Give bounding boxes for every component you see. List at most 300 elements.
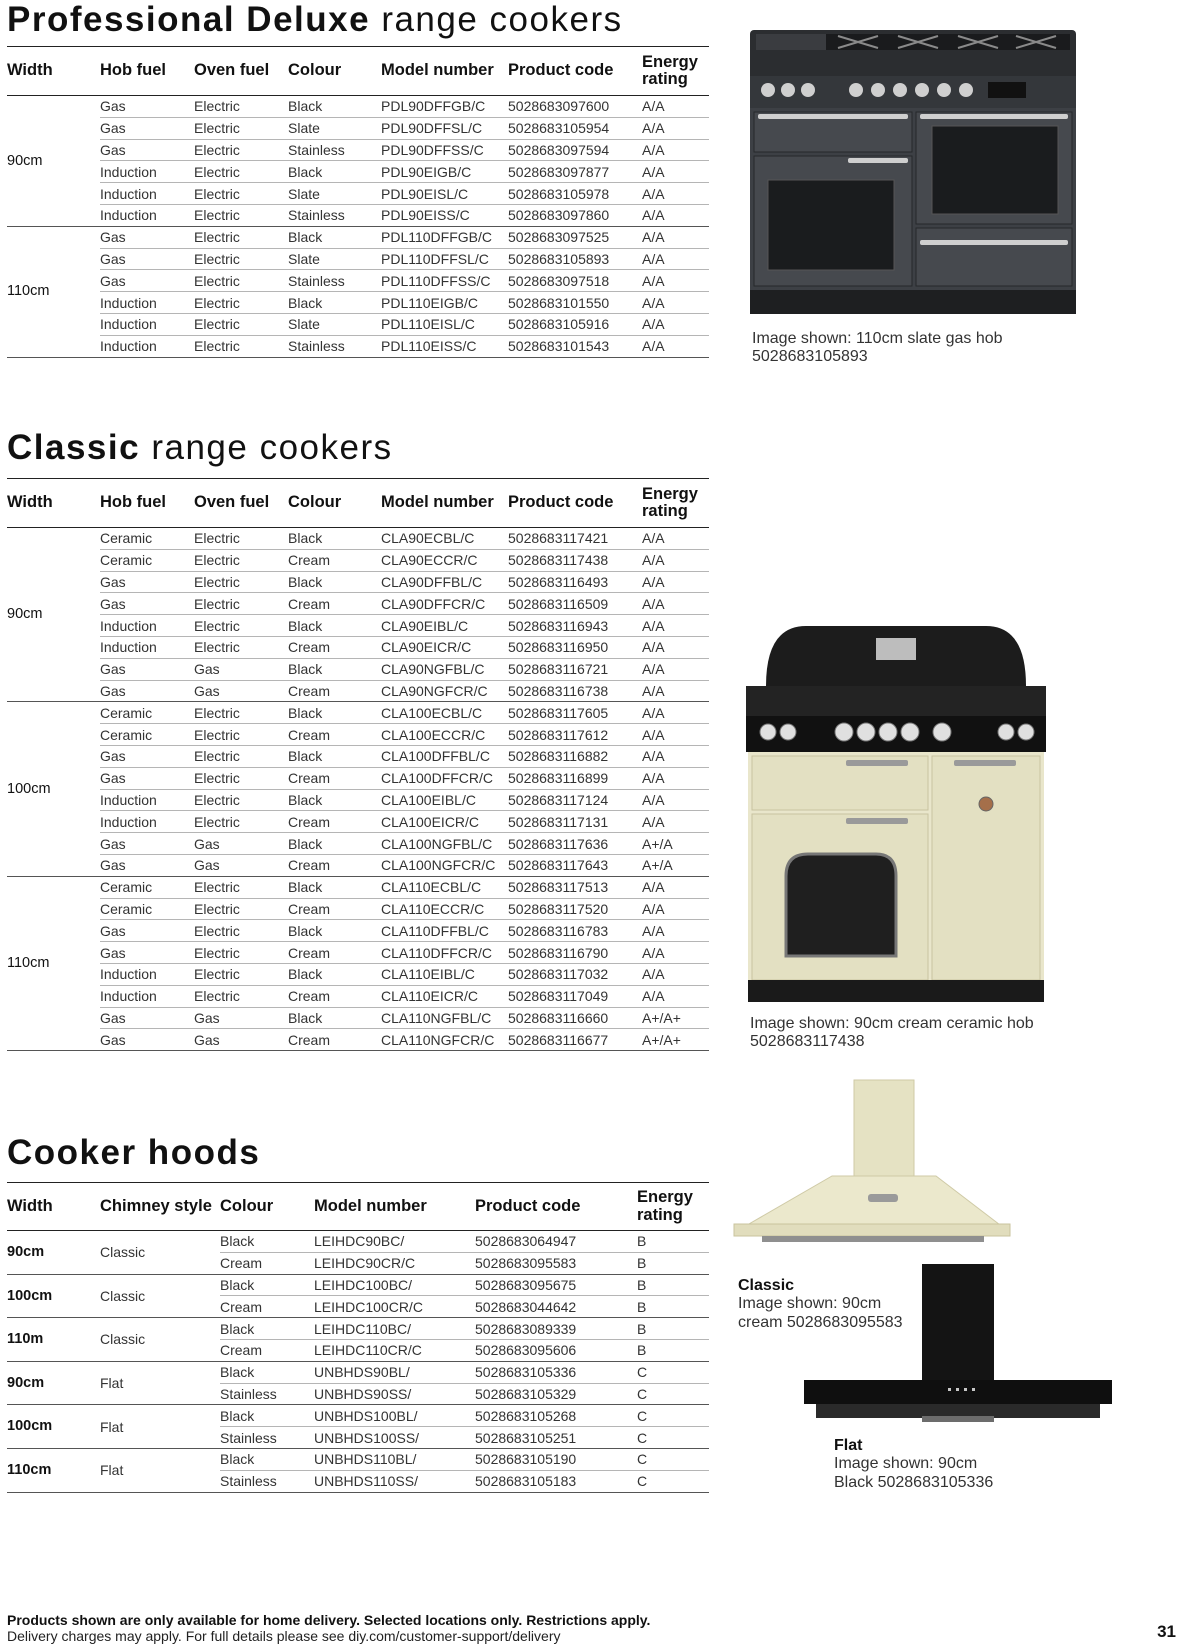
table-cell: 5028683117605 (508, 702, 642, 724)
table-row (7, 183, 709, 205)
table-cell: 5028683105893 (508, 248, 642, 270)
table-cell: 5028683097525 (508, 226, 642, 248)
table-cell: 5028683064947 (475, 1231, 637, 1253)
table-cell: Electric (194, 724, 288, 746)
table-cell: Electric (194, 161, 288, 183)
table-row (7, 1007, 709, 1029)
table-cell: UNBHDS100SS/ (314, 1427, 475, 1449)
table-cell: UNBHDS100BL/ (314, 1405, 475, 1427)
table-cell: Cream (288, 593, 381, 615)
caption-line: Image shown: 110cm slate gas hob (752, 330, 1003, 347)
table-cell: 5028683105251 (475, 1427, 637, 1449)
table-cell: 5028683116783 (508, 920, 642, 942)
table-row (7, 854, 709, 876)
table-cell: Cream (288, 898, 381, 920)
caption-classic (750, 1015, 1034, 1052)
table-cell: 5028683097594 (508, 139, 642, 161)
table-cell: CLA90ECBL/C (381, 528, 508, 550)
table-cell: 5028683101550 (508, 292, 642, 314)
table-cell: CLA100ECCR/C (381, 724, 508, 746)
table-cell: C (637, 1405, 709, 1427)
table-row (7, 248, 709, 270)
title-light: range cookers (381, 0, 623, 39)
column-header: Product code (508, 479, 642, 528)
table-cell: 5028683095583 (475, 1252, 637, 1274)
table-cell: CLA100DFFCR/C (381, 767, 508, 789)
table-cell: Gas (100, 139, 194, 161)
table-cell: PDL90DFFSS/C (381, 139, 508, 161)
table-cell: Electric (194, 549, 288, 571)
table-cell: CLA100EICR/C (381, 811, 508, 833)
table-cell: LEIHDC100CR/C (314, 1296, 475, 1318)
table-row (7, 767, 709, 789)
table-cell: Induction (100, 615, 194, 637)
table-cell: PDL90DFFGB/C (381, 96, 508, 118)
table-cell: Cream (288, 985, 381, 1007)
table-cell: Black (288, 876, 381, 898)
table-cell: A/A (642, 615, 709, 637)
table-cell: 5028683044642 (475, 1296, 637, 1318)
table-cell: CLA110DFFBL/C (381, 920, 508, 942)
table-cell: 5028683116660 (508, 1007, 642, 1029)
width-cell: 90cm (7, 528, 100, 702)
table-cell: Slate (288, 117, 381, 139)
table-cell: LEIHDC90CR/C (314, 1252, 475, 1274)
table-cell: Black (288, 96, 381, 118)
table-cell: Gas (100, 1029, 194, 1051)
column-header: Oven fuel (194, 479, 288, 528)
table-cell: Black (220, 1448, 314, 1470)
caption-line: 5028683117438 (750, 1033, 865, 1051)
table-cell: A/A (642, 313, 709, 335)
table-cell: PDL90DFFSL/C (381, 117, 508, 139)
table-cell: Ceramic (100, 724, 194, 746)
table-row (7, 1405, 709, 1427)
table-cell: Induction (100, 963, 194, 985)
chimney-style-cell: Classic (100, 1231, 220, 1275)
table-row (7, 1029, 709, 1051)
table-cell: A/A (642, 248, 709, 270)
table-cell: B (637, 1339, 709, 1361)
table-cell: Induction (100, 204, 194, 226)
table-cell: UNBHDS90SS/ (314, 1383, 475, 1405)
caption-line: cream 5028683095583 (738, 1313, 903, 1331)
table-cell: 5028683116790 (508, 942, 642, 964)
table-cell: 5028683116677 (508, 1029, 642, 1051)
table-cell: A/A (642, 139, 709, 161)
table-cell: A/A (642, 636, 709, 658)
table-row (7, 161, 709, 183)
table-cell: CLA110EIBL/C (381, 963, 508, 985)
table-cell: A/A (642, 270, 709, 292)
table-cell: PDL110DFFGB/C (381, 226, 508, 248)
table-cell: Electric (194, 593, 288, 615)
table-cell: Cream (220, 1296, 314, 1318)
table-cell: Electric (194, 789, 288, 811)
table-cell: Cream (288, 680, 381, 702)
table-cell: Black (288, 1007, 381, 1029)
table-cell: Black (288, 702, 381, 724)
table-cell: B (637, 1274, 709, 1296)
table-cell: Black (288, 833, 381, 855)
table-cell: PDL110EIGB/C (381, 292, 508, 314)
width-cell: 100cm (7, 702, 100, 876)
table-cell: 5028683105268 (475, 1405, 637, 1427)
table-cell: 5028683105954 (508, 117, 642, 139)
table-cell: Black (288, 658, 381, 680)
table-cell: Ceramic (100, 702, 194, 724)
table-cell: 5028683117520 (508, 898, 642, 920)
table-cell: A/A (642, 96, 709, 118)
column-header: Energy rating (637, 1183, 709, 1231)
table-row (7, 833, 709, 855)
table-cell: CLA90EIBL/C (381, 615, 508, 637)
table-cell: Electric (194, 226, 288, 248)
table-cell: Black (288, 920, 381, 942)
table-cell: Electric (194, 615, 288, 637)
table-cell: A/A (642, 335, 709, 357)
table-cell: A/A (642, 767, 709, 789)
table-cell: A/A (642, 963, 709, 985)
table-cell: Gas (194, 1007, 288, 1029)
table-cell: Electric (194, 571, 288, 593)
table-cell: A/A (642, 549, 709, 571)
table-cell: UNBHDS90BL/ (314, 1361, 475, 1383)
table-cell: Electric (194, 292, 288, 314)
table-cell: Gas (194, 1029, 288, 1051)
table-cell: 5028683101543 (508, 335, 642, 357)
width-cell: 90cm (7, 1361, 100, 1405)
table-row (7, 292, 709, 314)
table-cell: PDL110DFFSL/C (381, 248, 508, 270)
width-cell: 110cm (7, 1448, 100, 1492)
table-cell: Induction (100, 636, 194, 658)
table-cell: Black (288, 963, 381, 985)
range-cooker-slate-image (748, 28, 1078, 316)
table-cell: 5028683105336 (475, 1361, 637, 1383)
chimney-style-cell: Flat (100, 1405, 220, 1449)
table-cell: CLA100EIBL/C (381, 789, 508, 811)
table-cell: Electric (194, 636, 288, 658)
table-cell: C (637, 1383, 709, 1405)
caption-professional-deluxe (752, 330, 1003, 367)
width-cell: 100cm (7, 1405, 100, 1449)
section-title-professional-deluxe (7, 2, 623, 37)
table-cell: 5028683117636 (508, 833, 642, 855)
table-cell: Gas (100, 96, 194, 118)
column-header: Colour (288, 47, 381, 96)
table-cell: Gas (100, 745, 194, 767)
table-cell: Induction (100, 789, 194, 811)
table-cell: PDL90EISL/C (381, 183, 508, 205)
table-cell: 5028683117124 (508, 789, 642, 811)
table-cell: Gas (194, 680, 288, 702)
table-cell: Electric (194, 942, 288, 964)
table-cell: Black (288, 615, 381, 637)
table-cell: Ceramic (100, 876, 194, 898)
table-cell: Black (288, 226, 381, 248)
table-cell: 5028683116509 (508, 593, 642, 615)
table-cell: Stainless (220, 1427, 314, 1449)
table-cell: Gas (100, 942, 194, 964)
table-cell: Cream (288, 767, 381, 789)
table-cell: 5028683116721 (508, 658, 642, 680)
table-cell: Gas (100, 920, 194, 942)
table-row (7, 1448, 709, 1470)
table-cell: A/A (642, 292, 709, 314)
table-cell: LEIHDC110CR/C (314, 1339, 475, 1361)
table-cell: Induction (100, 161, 194, 183)
table-cell: 5028683117032 (508, 963, 642, 985)
title-light: range cookers (151, 428, 393, 467)
table-cell: B (637, 1252, 709, 1274)
table-cell: Cream (288, 549, 381, 571)
table-cell: Gas (100, 571, 194, 593)
table-cell: Black (220, 1231, 314, 1253)
table-row (7, 898, 709, 920)
caption-line: Image shown: 90cm cream ceramic hob (750, 1015, 1034, 1032)
table-cell: 5028683117643 (508, 854, 642, 876)
table-row (7, 724, 709, 746)
table-cell: A/A (642, 204, 709, 226)
table-cell: A/A (642, 811, 709, 833)
width-cell: 100cm (7, 1274, 100, 1318)
table-cell: Ceramic (100, 549, 194, 571)
width-cell: 110cm (7, 876, 100, 1050)
range-cooker-cream-image (746, 626, 1046, 1002)
table-cell: Black (288, 292, 381, 314)
table-row (7, 96, 709, 118)
table-cell: Induction (100, 811, 194, 833)
column-header: Energy rating (642, 479, 709, 528)
table-cell: Gas (100, 226, 194, 248)
classic-table (7, 478, 709, 1051)
table-cell: LEIHDC110BC/ (314, 1318, 475, 1340)
table-cell: Electric (194, 117, 288, 139)
table-cell: Black (288, 571, 381, 593)
table-cell: 5028683105978 (508, 183, 642, 205)
table-cell: Black (288, 161, 381, 183)
table-cell: CLA110NGFBL/C (381, 1007, 508, 1029)
table-cell: LEIHDC100BC/ (314, 1274, 475, 1296)
table-cell: 5028683095606 (475, 1339, 637, 1361)
table-cell: A+/A+ (642, 1007, 709, 1029)
table-row (7, 680, 709, 702)
table-cell: CLA100ECBL/C (381, 702, 508, 724)
table-cell: Induction (100, 335, 194, 357)
column-header: Colour (220, 1183, 314, 1231)
table-cell: Electric (194, 811, 288, 833)
table-cell: Stainless (220, 1470, 314, 1492)
table-cell: Electric (194, 745, 288, 767)
table-cell: C (637, 1448, 709, 1470)
table-cell: A/A (642, 528, 709, 550)
table-row (7, 571, 709, 593)
table-cell: A/A (642, 658, 709, 680)
table-cell: PDL110EISS/C (381, 335, 508, 357)
table-cell: Gas (100, 680, 194, 702)
table-cell: Black (288, 528, 381, 550)
table-cell: Induction (100, 183, 194, 205)
caption-hood-flat (834, 1437, 993, 1492)
page-number: 31 (1157, 1622, 1176, 1641)
table-cell: A/A (642, 985, 709, 1007)
table-cell: PDL110DFFSS/C (381, 270, 508, 292)
table-row (7, 658, 709, 680)
table-cell: CLA90EICR/C (381, 636, 508, 658)
table-cell: Stainless (220, 1383, 314, 1405)
table-cell: Electric (194, 335, 288, 357)
column-header: Model number (381, 479, 508, 528)
table-cell: Electric (194, 528, 288, 550)
table-row (7, 745, 709, 767)
table-cell: Electric (194, 898, 288, 920)
table-cell: Slate (288, 248, 381, 270)
table-cell: A/A (642, 226, 709, 248)
table-cell: B (637, 1231, 709, 1253)
table-row (7, 139, 709, 161)
table-row (7, 1231, 709, 1253)
table-cell: Electric (194, 204, 288, 226)
table-row (7, 920, 709, 942)
table-cell: A/A (642, 702, 709, 724)
table-cell: Induction (100, 292, 194, 314)
table-cell: 5028683117421 (508, 528, 642, 550)
table-cell: A/A (642, 898, 709, 920)
table-cell: Cream (288, 1029, 381, 1051)
table-row (7, 593, 709, 615)
table-cell: Gas (100, 1007, 194, 1029)
table-cell: A/A (642, 745, 709, 767)
table-cell: 5028683117131 (508, 811, 642, 833)
cooker-hoods-table (7, 1182, 709, 1493)
table-cell: Electric (194, 96, 288, 118)
table-cell: Black (220, 1318, 314, 1340)
table-row (7, 636, 709, 658)
table-header-row (7, 479, 709, 528)
table-cell: LEIHDC90BC/ (314, 1231, 475, 1253)
table-cell: 5028683116493 (508, 571, 642, 593)
table-cell: 5028683117049 (508, 985, 642, 1007)
table-cell: Electric (194, 876, 288, 898)
table-cell: A/A (642, 942, 709, 964)
table-cell: 5028683116950 (508, 636, 642, 658)
table-cell: 5028683105329 (475, 1383, 637, 1405)
table-cell: A+/A (642, 833, 709, 855)
footer-line-1: Products shown are only available for home delivery. Selected locations only. Restrictions apply. (7, 1612, 651, 1628)
table-row (7, 1361, 709, 1383)
table-cell: 5028683097860 (508, 204, 642, 226)
section-title-cooker-hoods (7, 1135, 260, 1170)
table-cell: Stainless (288, 335, 381, 357)
width-cell: 90cm (7, 1231, 100, 1275)
table-cell: 5028683089339 (475, 1318, 637, 1340)
column-header: Product code (475, 1183, 637, 1231)
table-cell: Gas (100, 854, 194, 876)
width-cell: 90cm (7, 96, 100, 227)
table-cell: Gas (100, 117, 194, 139)
caption-heading: Flat (834, 1437, 863, 1454)
table-cell: 5028683116943 (508, 615, 642, 637)
table-cell: A/A (642, 680, 709, 702)
table-cell: C (637, 1427, 709, 1449)
table-row (7, 942, 709, 964)
table-row (7, 789, 709, 811)
chimney-style-cell: Flat (100, 1361, 220, 1405)
table-cell: 5028683105183 (475, 1470, 637, 1492)
table-cell: A+/A+ (642, 1029, 709, 1051)
table-row (7, 811, 709, 833)
table-cell: Electric (194, 702, 288, 724)
table-cell: Slate (288, 183, 381, 205)
table-cell: A/A (642, 920, 709, 942)
table-cell: B (637, 1296, 709, 1318)
column-header: Hob fuel (100, 47, 194, 96)
table-cell: CLA110ECCR/C (381, 898, 508, 920)
column-header: Model number (314, 1183, 475, 1231)
table-cell: B (637, 1318, 709, 1340)
table-cell: Gas (100, 248, 194, 270)
table-cell: A/A (642, 876, 709, 898)
table-cell: 5028683117612 (508, 724, 642, 746)
table-row (7, 702, 709, 724)
caption-line: Black 5028683105336 (834, 1473, 994, 1491)
table-cell: Stainless (288, 204, 381, 226)
table-cell: 5028683116899 (508, 767, 642, 789)
table-cell: PDL110EISL/C (381, 313, 508, 335)
table-cell: Stainless (288, 139, 381, 161)
chimney-style-cell: Classic (100, 1274, 220, 1318)
table-cell: Gas (194, 658, 288, 680)
table-row (7, 985, 709, 1007)
table-cell: Cream (220, 1252, 314, 1274)
table-row (7, 226, 709, 248)
table-row (7, 270, 709, 292)
product-image-professional-deluxe (748, 28, 1078, 316)
column-header: Product code (508, 47, 642, 96)
professional-deluxe-table (7, 46, 709, 358)
table-row (7, 876, 709, 898)
table-row (7, 963, 709, 985)
column-header: Energy rating (642, 47, 709, 96)
table-cell: C (637, 1470, 709, 1492)
table-cell: Cream (288, 942, 381, 964)
column-header: Oven fuel (194, 47, 288, 96)
table-cell: CLA110DFFCR/C (381, 942, 508, 964)
width-cell: 110m (7, 1318, 100, 1362)
table-row (7, 204, 709, 226)
table-cell: CLA100NGFCR/C (381, 854, 508, 876)
table-cell: CLA90NGFCR/C (381, 680, 508, 702)
table-cell: A+/A (642, 854, 709, 876)
table-cell: CLA90ECCR/C (381, 549, 508, 571)
footer-disclaimer (7, 1612, 650, 1644)
section-title-classic (7, 430, 393, 465)
table-cell: PDL90EIGB/C (381, 161, 508, 183)
table-cell: PDL90EISS/C (381, 204, 508, 226)
table-cell: Electric (194, 248, 288, 270)
table-header-row (7, 47, 709, 96)
table-cell: Gas (100, 658, 194, 680)
table-cell: Black (220, 1361, 314, 1383)
column-header: Model number (381, 47, 508, 96)
table-row (7, 1318, 709, 1340)
caption-line: Image shown: 90cm (738, 1295, 882, 1313)
table-cell: Black (288, 789, 381, 811)
table-cell: Gas (100, 593, 194, 615)
column-header: Width (7, 1183, 100, 1231)
table-cell: UNBHDS110SS/ (314, 1470, 475, 1492)
